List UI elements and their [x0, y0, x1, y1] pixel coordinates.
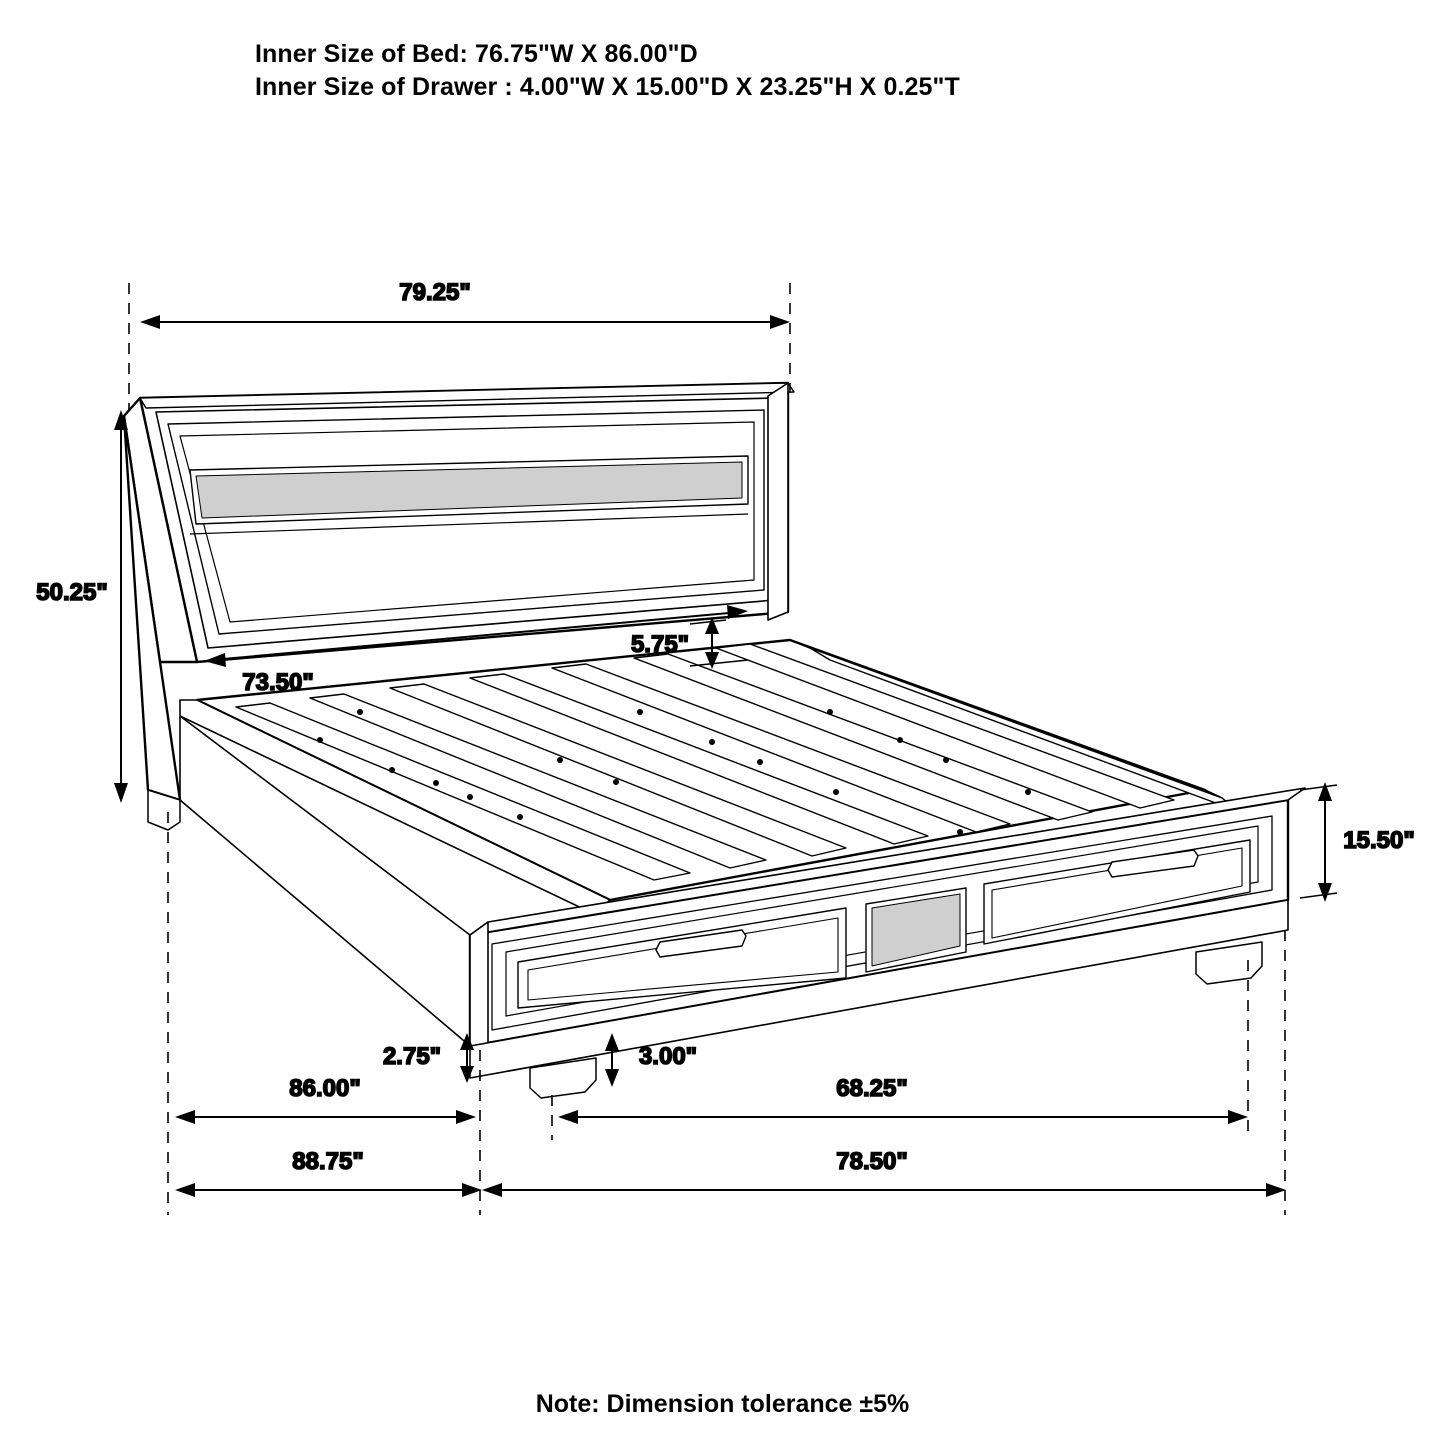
- dim-footboard-height: [1300, 782, 1337, 902]
- dim-label-footboard-width: 78.50": [836, 1148, 908, 1175]
- dim-label-inner-width: 73.50": [242, 669, 314, 696]
- header-line-2: Inner Size of Drawer : 4.00"W X 15.00"D X 23.25"H X 0.25"T: [255, 73, 960, 101]
- dim-label-side-depth-outer: 88.75": [292, 1148, 364, 1175]
- tolerance-note: Note: Dimension tolerance ±5%: [535, 1390, 910, 1418]
- dim-label-top-width: 79.25": [399, 279, 471, 306]
- dim-label-foot-clearance: 3.00": [638, 1043, 698, 1070]
- dim-top-width: [140, 315, 790, 329]
- dim-side-depth-outer: [175, 1183, 482, 1197]
- dim-label-rail-offset: 5.75": [630, 631, 690, 658]
- header-line-1: Inner Size of Bed: 76.75"W X 86.00"D: [255, 40, 698, 68]
- dim-headboard-height: [114, 410, 128, 803]
- dim-label-drawer-span: 68.25": [836, 1075, 908, 1102]
- dim-label-headboard-height: 50.25": [36, 579, 108, 606]
- dim-drawer-span: [558, 1110, 1248, 1124]
- dim-label-footboard-height: 15.50": [1343, 827, 1415, 854]
- dim-side-depth-inner: [175, 1110, 476, 1124]
- dim-label-footboard-base: 2.75": [382, 1043, 442, 1070]
- dim-footboard-width: [482, 1183, 1286, 1197]
- dim-label-side-depth-inner: 86.00": [289, 1075, 361, 1102]
